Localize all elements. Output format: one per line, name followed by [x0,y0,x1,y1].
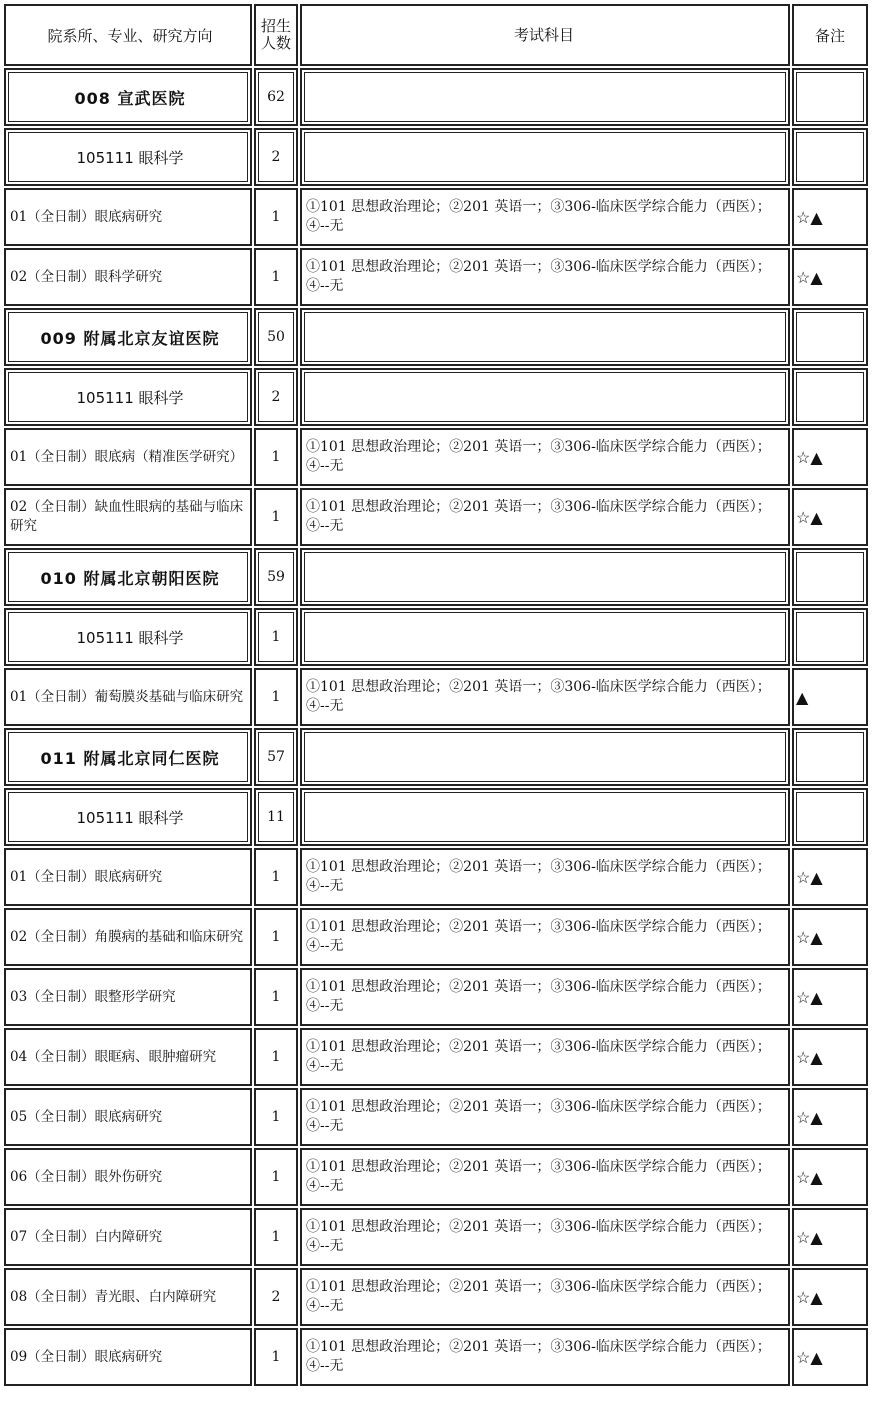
program-name: 03（全日制）眼整形学研究 [4,968,252,1026]
program-name: 01（全日制）葡萄膜炎基础与临床研究 [4,668,252,726]
exam-subjects [300,68,790,126]
program-name: 02（全日制）角膜病的基础和临床研究 [4,908,252,966]
program-name: 07（全日制）白内障研究 [4,1208,252,1266]
exam-subjects: ①101 思想政治理论；②201 英语一；③306-临床医学综合能力（西医）；④--无 [300,1088,790,1146]
department-row [4,68,870,126]
major-row [4,368,870,426]
program-name: 105111 眼科学 [4,788,252,846]
enrollment-count: 1 [254,908,298,966]
program-name: 05（全日制）眼底病研究 [4,1088,252,1146]
enrollment-count: 1 [254,188,298,246]
program-name: 01（全日制）眼底病研究 [4,188,252,246]
exam-subjects: ①101 思想政治理论；②201 英语一；③306-临床医学综合能力（西医）；④--无 [300,428,790,486]
program-name: 01（全日制）眼底病研究 [4,848,252,906]
enrollment-count: 1 [254,1028,298,1086]
major-row [4,608,870,666]
direction-row [4,188,870,246]
program-name: 08（全日制）青光眼、白内障研究 [4,1268,252,1326]
exam-subjects: ①101 思想政治理论；②201 英语一；③306-临床医学综合能力（西医）；④--无 [300,668,790,726]
direction-row [4,488,870,546]
enrollment-count: 59 [254,548,298,606]
direction-row [4,248,870,306]
remarks: ☆▲ [792,848,868,906]
exam-subjects: ①101 思想政治理论；②201 英语一；③306-临床医学综合能力（西医）；④--无 [300,848,790,906]
major-row [4,128,870,186]
enrollment-count: 2 [254,368,298,426]
enrollment-count: 2 [254,1268,298,1326]
enrollment-count: 1 [254,488,298,546]
exam-subjects: ①101 思想政治理论；②201 英语一；③306-临床医学综合能力（西医）；④--无 [300,188,790,246]
exam-subjects: ①101 思想政治理论；②201 英语一；③306-临床医学综合能力（西医）；④--无 [300,248,790,306]
remarks: ☆▲ [792,1028,868,1086]
direction-row [4,1088,870,1146]
enrollment-count: 1 [254,1208,298,1266]
remarks: ☆▲ [792,908,868,966]
direction-row [4,968,870,1026]
enrollment-count: 1 [254,668,298,726]
exam-subjects [300,128,790,186]
remarks: ☆▲ [792,488,868,546]
header-row [4,4,870,66]
program-name: 105111 眼科学 [4,368,252,426]
department-row [4,728,870,786]
header-name: 院系所、专业、研究方向 [4,4,252,66]
remarks: ▲ [792,668,868,726]
header-exam: 考试科目 [300,4,790,66]
direction-row [4,1328,870,1386]
enrollment-count: 1 [254,428,298,486]
enrollment-count: 1 [254,1328,298,1386]
remarks: ☆▲ [792,1268,868,1326]
program-name: 04（全日制）眼眶病、眼肿瘤研究 [4,1028,252,1086]
direction-row [4,1028,870,1086]
remarks: ☆▲ [792,248,868,306]
department-row [4,308,870,366]
major-row [4,788,870,846]
exam-subjects: ①101 思想政治理论；②201 英语一；③306-临床医学综合能力（西医）；④--无 [300,1028,790,1086]
remarks: ☆▲ [792,1148,868,1206]
remarks [792,368,868,426]
direction-row [4,1148,870,1206]
exam-subjects [300,368,790,426]
direction-row [4,1268,870,1326]
enrollment-count: 1 [254,1148,298,1206]
program-name: 011 附属北京同仁医院 [4,728,252,786]
remarks [792,68,868,126]
enrollment-count: 1 [254,608,298,666]
enrollment-count: 2 [254,128,298,186]
enrollment-count: 1 [254,1088,298,1146]
remarks [792,728,868,786]
remarks: ☆▲ [792,1328,868,1386]
department-row [4,548,870,606]
exam-subjects [300,548,790,606]
program-name: 09（全日制）眼底病研究 [4,1328,252,1386]
direction-row [4,908,870,966]
exam-subjects: ①101 思想政治理论；②201 英语一；③306-临床医学综合能力（西医）；④--无 [300,1148,790,1206]
enrollment-count: 1 [254,968,298,1026]
header-count: 招生人数 [254,4,298,66]
remarks: ☆▲ [792,188,868,246]
exam-subjects: ①101 思想政治理论；②201 英语一；③306-临床医学综合能力（西医）；④--无 [300,1328,790,1386]
direction-row [4,848,870,906]
enrollment-count: 50 [254,308,298,366]
exam-subjects: ①101 思想政治理论；②201 英语一；③306-临床医学综合能力（西医）；④--无 [300,488,790,546]
exam-subjects [300,608,790,666]
remarks: ☆▲ [792,968,868,1026]
program-name: 105111 眼科学 [4,128,252,186]
remarks: ☆▲ [792,428,868,486]
program-name: 010 附属北京朝阳医院 [4,548,252,606]
enrollment-count: 1 [254,848,298,906]
remarks: ☆▲ [792,1088,868,1146]
enrollment-count: 11 [254,788,298,846]
program-name: 009 附属北京友谊医院 [4,308,252,366]
program-name: 02（全日制）缺血性眼病的基础与临床研究 [4,488,252,546]
program-name: 01（全日制）眼底病（精准医学研究） [4,428,252,486]
program-name: 06（全日制）眼外伤研究 [4,1148,252,1206]
exam-subjects [300,728,790,786]
enrollment-count: 57 [254,728,298,786]
remarks: ☆▲ [792,1208,868,1266]
enrollment-count: 62 [254,68,298,126]
header-note: 备注 [792,4,868,66]
exam-subjects [300,308,790,366]
exam-subjects [300,788,790,846]
program-name: 008 宣武医院 [4,68,252,126]
remarks [792,128,868,186]
program-name: 105111 眼科学 [4,608,252,666]
remarks [792,548,868,606]
enrollment-count: 1 [254,248,298,306]
direction-row [4,1208,870,1266]
exam-subjects: ①101 思想政治理论；②201 英语一；③306-临床医学综合能力（西医）；④--无 [300,908,790,966]
program-name: 02（全日制）眼科学研究 [4,248,252,306]
remarks [792,608,868,666]
direction-row [4,668,870,726]
remarks [792,308,868,366]
direction-row [4,428,870,486]
exam-subjects: ①101 思想政治理论；②201 英语一；③306-临床医学综合能力（西医）；④--无 [300,1208,790,1266]
exam-subjects: ①101 思想政治理论；②201 英语一；③306-临床医学综合能力（西医）；④--无 [300,968,790,1026]
remarks [792,788,868,846]
exam-subjects: ①101 思想政治理论；②201 英语一；③306-临床医学综合能力（西医）；④--无 [300,1268,790,1326]
